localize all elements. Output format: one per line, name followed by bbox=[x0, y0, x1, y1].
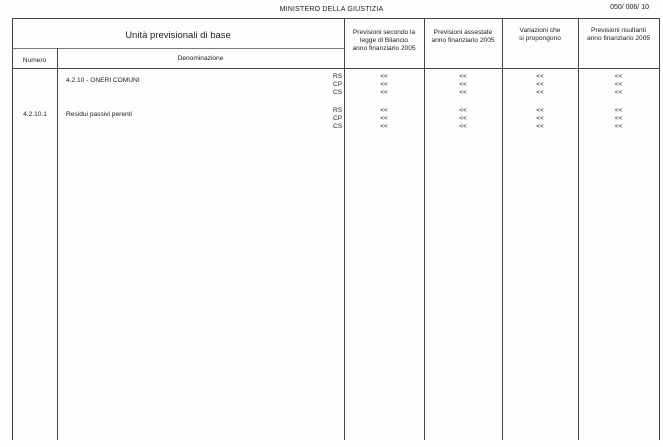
right-border bbox=[659, 18, 660, 440]
row-values-legge: << << << bbox=[380, 107, 388, 130]
numero-divider bbox=[57, 48, 58, 440]
left-border bbox=[12, 18, 13, 440]
row-values-assestate: << << << bbox=[459, 73, 467, 96]
row-values-variazioni: << << << bbox=[536, 107, 544, 130]
row-values-legge: << << << bbox=[380, 73, 388, 96]
row-codes: RS CP CS bbox=[333, 73, 343, 96]
page-code: 050/ 006/ 10 bbox=[610, 4, 649, 11]
row-denominazione: 4.2.10 - ONERI COMUNI bbox=[66, 77, 140, 84]
row-denominazione: Residui passivi perenti bbox=[66, 111, 132, 118]
row-values-variazioni: << << << bbox=[536, 73, 544, 96]
header-previsioni-legge: Previsioni secondo la legge di Bilancio anno finanziario 2005 bbox=[352, 29, 416, 52]
table-top-border bbox=[12, 18, 660, 19]
group-title: Unità previsionali di base bbox=[125, 30, 231, 41]
denominazione-header: Denominazione bbox=[177, 55, 224, 62]
header-bottom-border bbox=[12, 68, 660, 69]
row-values-risultanti: << << << bbox=[614, 107, 623, 130]
row-values-risultanti: << << << bbox=[614, 73, 623, 96]
ministry-title: MINISTERO DELLA GIUSTIZIA bbox=[279, 6, 384, 13]
header-variazioni: Variazioni che si propongono bbox=[519, 27, 561, 42]
row-values-assestate: << << << bbox=[459, 107, 467, 130]
row-numero: 4.2.10.1 bbox=[23, 111, 47, 118]
header-previsioni-assestate: Previsioni assestate anno finanziario 2005 bbox=[431, 29, 495, 44]
group-title-divider bbox=[12, 48, 344, 49]
row-codes: RS CP CS bbox=[333, 107, 343, 130]
header-previsioni-risultanti: Previsioni risultanti anno finanziario 2005 bbox=[586, 27, 651, 42]
numero-header: Numero bbox=[22, 57, 47, 64]
